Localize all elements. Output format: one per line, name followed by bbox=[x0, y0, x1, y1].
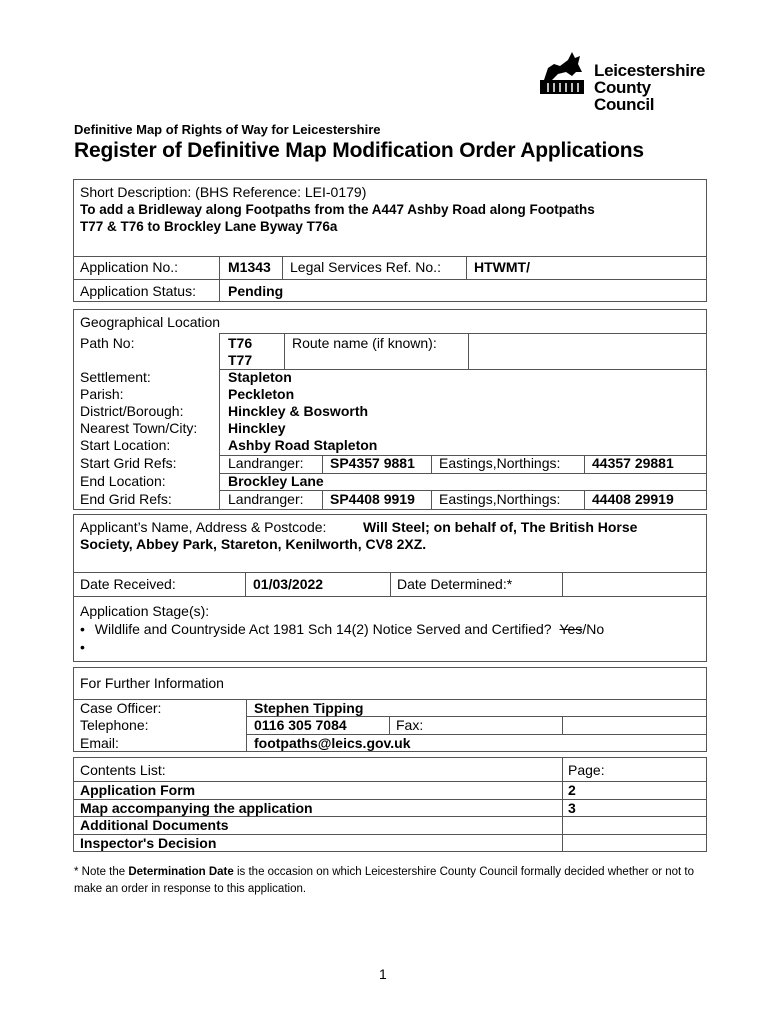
page-title: Register of Definitive Map Modification Order Applications bbox=[74, 139, 644, 162]
start-location-value: Ashby Road Stapleton bbox=[228, 437, 378, 453]
case-officer-label: Case Officer: bbox=[80, 700, 162, 716]
divider bbox=[245, 572, 246, 596]
contents-page-label: Page: bbox=[568, 762, 605, 778]
contents-row-name[interactable]: Additional Documents bbox=[80, 817, 229, 833]
bullet: • bbox=[80, 639, 85, 655]
description-label: Short Description: (BHS Reference: LEI-0179) bbox=[80, 184, 367, 200]
start-eastings-value: 44357 29881 bbox=[592, 455, 674, 471]
divider bbox=[389, 716, 390, 734]
info-heading: For Further Information bbox=[80, 675, 224, 691]
divider bbox=[584, 455, 585, 473]
parish-label: Parish: bbox=[80, 386, 124, 402]
end-location-label: End Location: bbox=[80, 473, 166, 489]
contents-row-page: 2 bbox=[568, 782, 576, 798]
stage-item-2 bbox=[80, 639, 85, 656]
logo-line1: Leicestershire bbox=[594, 61, 706, 80]
stage-item-1 bbox=[80, 621, 604, 638]
council-logo bbox=[538, 50, 713, 114]
route-name-label: Route name (if known): bbox=[292, 335, 437, 351]
end-grid-label: End Grid Refs: bbox=[80, 491, 172, 507]
email-label: Email: bbox=[80, 735, 119, 751]
page-number: 1 bbox=[379, 966, 387, 982]
start-landranger-value: SP4357 9881 bbox=[330, 455, 415, 471]
legal-ref-value: HTWMT/ bbox=[474, 259, 530, 275]
start-landranger-label: Landranger: bbox=[228, 455, 304, 471]
divider bbox=[246, 699, 247, 751]
contents-row-name[interactable]: Map accompanying the application bbox=[80, 800, 313, 816]
application-status-value: Pending bbox=[228, 283, 284, 299]
settlement-label: Settlement: bbox=[80, 369, 151, 385]
bullet: • bbox=[80, 621, 85, 637]
legal-ref-label: Legal Services Ref. No.: bbox=[290, 259, 441, 275]
end-landranger-label: Landranger: bbox=[228, 491, 304, 507]
divider bbox=[431, 455, 432, 473]
stages-label: Application Stage(s): bbox=[80, 603, 210, 619]
town-label: Nearest Town/City: bbox=[80, 420, 198, 436]
contents-row-page: 3 bbox=[568, 800, 576, 816]
divider bbox=[431, 490, 432, 509]
footnote-rest: is the occasion on which Leicestershire County Council formally decided whether or not to make an order in response to this application. bbox=[74, 866, 695, 895]
end-location-value: Brockley Lane bbox=[228, 473, 324, 489]
divider bbox=[390, 572, 391, 596]
description-line1: To add a Bridleway along Footpaths from the A447 Ashby Road along Footpaths bbox=[80, 202, 595, 217]
applicant-section bbox=[73, 514, 707, 662]
divider bbox=[74, 279, 706, 280]
contents-row-name[interactable]: Inspector's Decision bbox=[80, 835, 217, 851]
divider bbox=[284, 333, 285, 369]
divider bbox=[562, 758, 563, 851]
application-no-label: Application No.: bbox=[80, 259, 179, 275]
application-status-label: Application Status: bbox=[80, 283, 196, 299]
settlement-value: Stapleton bbox=[228, 369, 292, 385]
telephone-label: Telephone: bbox=[80, 717, 149, 733]
divider bbox=[282, 256, 283, 279]
applicant-label: Applicant’s Name, Address & Postcode: bbox=[80, 519, 327, 535]
geographical-location-section bbox=[73, 309, 707, 510]
geo-heading: Geographical Location bbox=[80, 314, 221, 330]
email-value[interactable]: footpaths@leics.gov.uk bbox=[254, 735, 411, 751]
stage1-text: Wildlife and Countryside Act 1981 Sch 14(2) Notice Served and Certified? bbox=[94, 621, 552, 637]
document-subtitle: Definitive Map of Rights of Way for Leicestershire bbox=[74, 122, 381, 137]
divider bbox=[562, 716, 563, 734]
divider bbox=[562, 572, 563, 596]
stage1-no: No bbox=[586, 621, 605, 637]
divider bbox=[74, 699, 706, 700]
date-determined-label: Date Determined:* bbox=[397, 576, 513, 592]
date-received-label: Date Received: bbox=[80, 576, 176, 592]
footnote bbox=[74, 864, 704, 898]
divider bbox=[322, 455, 323, 473]
applicant-line1: Will Steel; on behalf of, The British Horse bbox=[363, 519, 638, 535]
divider bbox=[74, 596, 706, 597]
fox-emblem-icon bbox=[538, 50, 588, 98]
case-officer-value: Stephen Tipping bbox=[254, 700, 364, 716]
contents-label: Contents List: bbox=[80, 762, 166, 778]
divider bbox=[322, 490, 323, 509]
divider bbox=[74, 256, 706, 257]
end-eastings-value: 44408 29919 bbox=[592, 491, 674, 507]
further-information-section bbox=[73, 667, 707, 752]
district-value: Hinckley & Bosworth bbox=[228, 403, 369, 419]
start-location-label: Start Location: bbox=[80, 437, 171, 453]
description-line2: T77 & T76 to Brockley Lane Byway T76a bbox=[80, 219, 338, 234]
end-landranger-value: SP4408 9919 bbox=[330, 491, 415, 507]
start-grid-label: Start Grid Refs: bbox=[80, 455, 177, 471]
divider bbox=[468, 333, 469, 369]
logo-line2: County Council bbox=[594, 78, 655, 114]
path-no-label: Path No: bbox=[80, 335, 135, 351]
district-label: District/Borough: bbox=[80, 403, 184, 419]
date-received-value: 01/03/2022 bbox=[253, 576, 324, 592]
divider bbox=[219, 333, 220, 509]
path-no-value-1: T76 bbox=[228, 335, 253, 351]
start-eastings-label: Eastings,Northings: bbox=[439, 455, 561, 471]
end-eastings-label: Eastings,Northings: bbox=[439, 491, 561, 507]
contents-list-section bbox=[73, 757, 707, 852]
stage1-yes: Yes bbox=[559, 621, 583, 637]
logo-wordmark bbox=[594, 62, 713, 113]
path-no-value-2: T77 bbox=[228, 352, 253, 368]
footnote-bold: Determination Date bbox=[128, 866, 234, 878]
divider bbox=[219, 333, 706, 334]
fax-label: Fax: bbox=[396, 717, 424, 733]
application-no-value: M1343 bbox=[228, 259, 271, 275]
town-value: Hinckley bbox=[228, 420, 286, 436]
telephone-value: 0116 305 7084 bbox=[254, 717, 347, 733]
divider bbox=[219, 369, 706, 370]
divider bbox=[466, 256, 467, 279]
parish-value: Peckleton bbox=[228, 386, 295, 402]
contents-row-name[interactable]: Application Form bbox=[80, 782, 196, 798]
divider bbox=[584, 490, 585, 509]
footnote-prefix: * Note the bbox=[74, 866, 129, 878]
divider bbox=[219, 256, 220, 301]
applicant-line2: Society, Abbey Park, Stareton, Kenilworth, CV8 2XZ. bbox=[80, 536, 427, 552]
description-section bbox=[73, 179, 707, 302]
stage1-separator: / bbox=[582, 621, 587, 637]
